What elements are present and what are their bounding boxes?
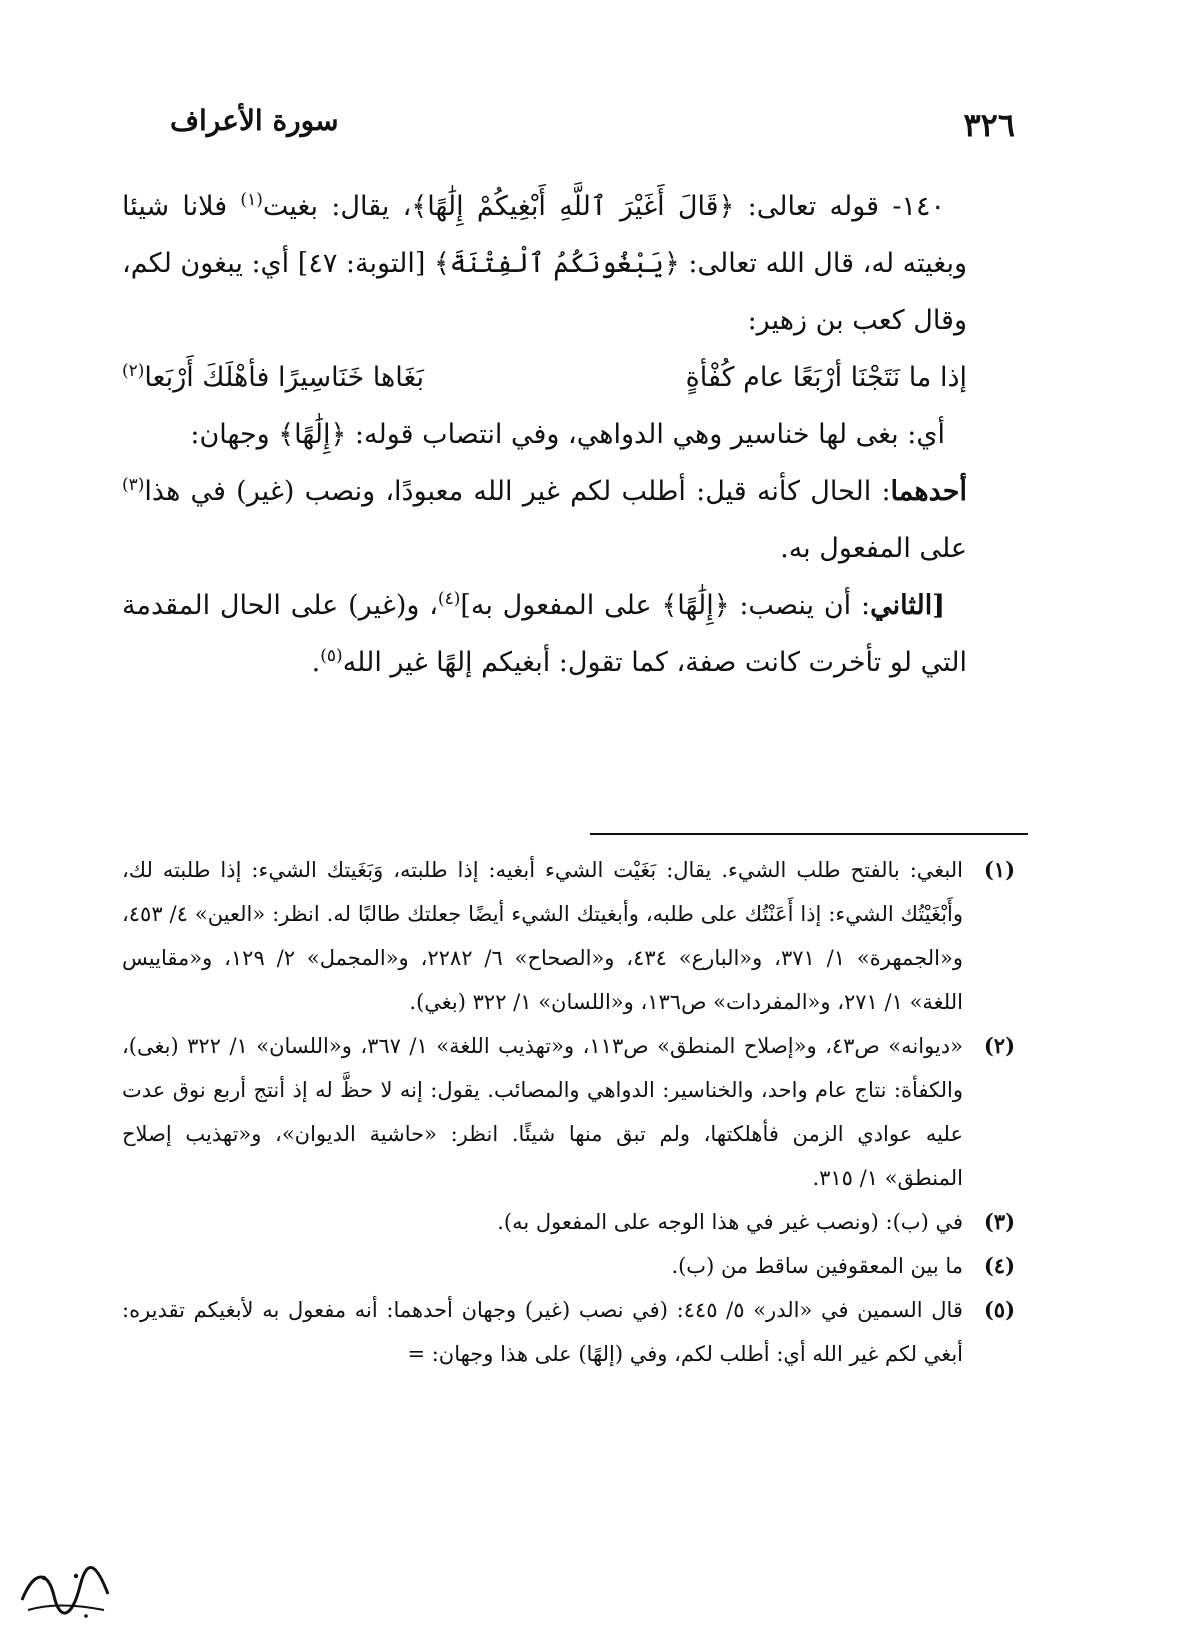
footnote [122,1244,1015,1288]
footnote-ref[interactable]: (١) [240,190,263,210]
publisher-logo-icon [14,1560,114,1622]
footnote [122,1200,1015,1244]
footnotes [122,848,1015,1376]
paragraph-2 [122,406,967,463]
quran-quote: ﴿إِلَٰهًا﴾ [661,590,730,621]
paragraph-text: على المفعول به] [460,590,662,621]
footnote-ref[interactable]: (٢) [122,361,145,381]
paragraph-text: : أن ينصب: [729,590,871,621]
page-header [170,100,1015,150]
footnote-text: ما بين المعقوفين ساقط من (ب). [671,1254,963,1278]
footnote-text: قال السمين في «الدر» ٥/ ٤٤٥: (في نصب (غير) وجهان أحدهما: أنه مفعول به لأبغيكم تقديره: أبغي لكم غير الله أي: أطلب لكم، وفي (إلهًا) على هذا وجهان: = [122,1298,963,1366]
footnote-number: (٤) [983,1253,1015,1278]
verse-second-half [122,349,424,406]
section-label: الثاني [870,590,933,621]
footnote-number: (٣) [983,1209,1015,1234]
footnote [122,848,1015,1024]
footnote-ref[interactable]: (٣) [122,475,145,495]
paragraph-text: [التوبة: ٤٧] أي: يبغون لكم، وقال كعب بن زهير: [122,248,967,336]
paragraph-text: ، و(غير) على الحال المقدمة التي لو تأخرت كانت صفة، كما تقول: أبغيكم إلهًا غير الله [122,590,967,678]
paragraph-text: أي: بغى لها خناسير وهي الدواهي، وفي انتصاب قوله: [346,419,945,450]
verse-first-half: إذا ما نَتَجْنَا أرْبَعًا عام كُفْأةٍ [685,362,967,393]
footnote-text: «ديوانه» ص٤٣، و«إصلاح المنطق» ص١١٣، و«تهذيب اللغة» ١/ ٣٦٧، و«اللسان» ١/ ٣٢٢ (بغى)، والكفأة: نتاج عام واحد، والخناسير: الدواهي والمصائب. يقول: إنه لا حظَّ له إذ أنتج أربع نوق عدت عليه عوادي الزمن فأهلكتها، ولم تبق منها شيئًا. انظر: «حاشية الديوان»، و«تهذيب إصلاح المنطق» ١/ ٣١٥. [122,1034,963,1190]
paragraph-text: فلانا شيئا وبغيته له، قال الله تعالى: [122,191,967,279]
footnote-ref[interactable]: (٥) [320,646,343,666]
paragraph-text: ، يقال: بغيت [262,191,412,222]
section-label: أحدهما [890,476,967,507]
footnote-number: (٥) [983,1297,1015,1322]
footnote-text: البغي: بالفتح طلب الشيء. يقال: بَغَيْت الشيء أبغيه: إذا طلبته، وَبَغَيتك الشيء: إذا طلبته لك، وأَبْغَيْتُك الشيء: إذا أَعَنْتُك على طلبه، وأبغيتك الشيء أيضًا جعلتك طالبًا له. انظر: «العين» ٤/ ٤٥٣، و«الجمهرة» ١/ ٣٧١، و«البارع» ٤٣٤، و«الصحاح» ٦/ ٢٢٨٢، و«المجمل» ٢/ ١٢٩، و«مقاييس اللغة» ١/ ٢٧١، و«المفردات» ص١٣٦، و«اللسان» ١/ ٣٢٢ (بغي). [122,858,963,1014]
footnote-separator [590,833,1028,835]
paragraph-text: . [311,647,321,678]
footnote [122,1288,1015,1376]
footnote-number: (٢) [983,1033,1015,1058]
quran-quote: ﴿إِلَٰهًا﴾ [278,419,347,450]
verse-number-text: ١٤٠- قوله تعالى: [734,191,945,222]
paragraph-4 [122,577,967,691]
paragraph-text: وجهان: [190,419,279,450]
footnote-ref[interactable]: (٤) [437,589,461,609]
verse-second-text: بَغَاها خَنَاسِيرًا فأهْلَكَ أَرْبَعا [144,362,425,393]
footnote [122,1024,1015,1200]
poetry-verse [122,349,967,406]
running-title: سورة الأعراف [170,104,339,137]
footnote-text: في (ب): (ونصب غير في هذا الوجه على المفعول به). [497,1210,963,1234]
footnote-number: (١) [983,857,1015,882]
paragraph-text: على المفعول به. [780,533,967,564]
paragraph-text: : الحال كأنه قيل: أطلب لكم غير الله معبودًا، ونصب (غير) في هذا [144,476,891,507]
quran-quote: ﴿قَالَ أَغَيْرَ ٱللَّهِ أَبْغِيكُمْ إِلَٰهًا﴾ [411,191,735,222]
bracket-open: [ [932,590,945,621]
main-text [122,178,967,691]
paragraph-1 [122,178,967,349]
quran-quote: ﴿يَبْغُونَكُمُ ٱلْفِتْنَةَ﴾ [433,248,680,279]
paragraph-3 [122,463,967,577]
page-number: ٣٢٦ [963,106,1015,144]
